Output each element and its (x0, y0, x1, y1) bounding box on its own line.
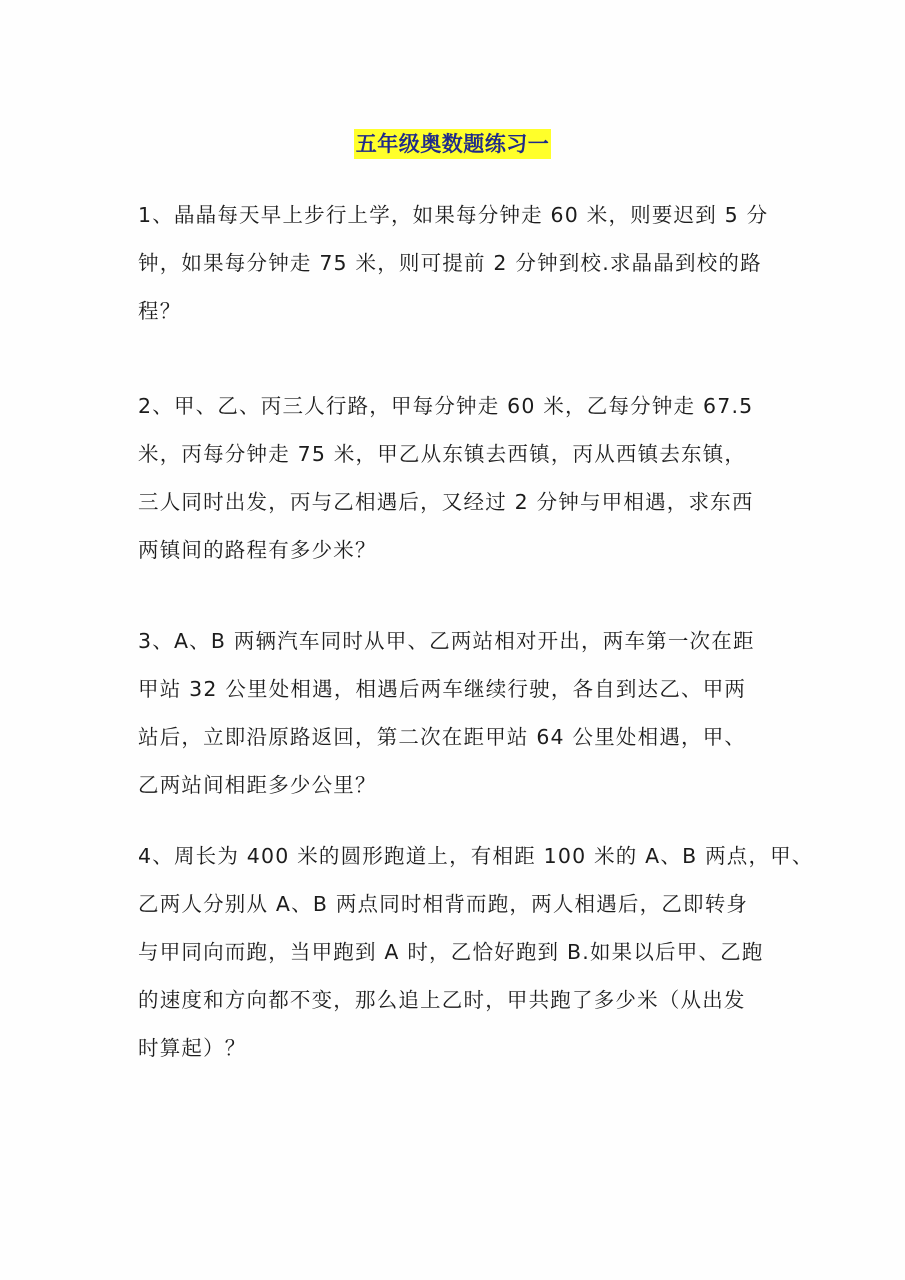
question-line: 3、A、B 两辆汽车同时从甲、乙两站相对开出，两车第一次在距 (138, 629, 755, 653)
page-title: 五年级奥数题练习一 (354, 129, 552, 159)
question-2 (138, 382, 778, 574)
question-line: 米，丙每分钟走 75 米，甲乙从东镇去西镇，丙从西镇去东镇， (138, 442, 747, 466)
question-line: 站后，立即沿原路返回，第二次在距甲站 64 公里处相遇，甲、 (138, 725, 747, 749)
question-line: 三人同时出发，丙与乙相遇后，又经过 2 分钟与甲相遇，求东西 (138, 490, 754, 514)
question-line: 两镇间的路程有多少米？ (138, 538, 377, 562)
question-line: 4、周长为 400 米的圆形跑道上，有相距 100 米的 A、B 两点，甲、 (138, 844, 814, 868)
question-4 (138, 832, 814, 1072)
question-line: 时算起）？ (138, 1036, 247, 1060)
question-line: 甲站 32 公里处相遇，相遇后两车继续行驶，各自到达乙、甲两 (138, 677, 747, 701)
question-line: 乙两人分别从 A、B 两点同时相背而跑，两人相遇后，乙即转身 (138, 892, 749, 916)
question-line: 2、甲、乙、丙三人行路，甲每分钟走 60 米，乙每分钟走 67.5 (138, 394, 754, 418)
question-line: 1、晶晶每天早上步行上学，如果每分钟走 60 米，则要迟到 5 分 (138, 203, 769, 227)
question-1 (138, 191, 778, 335)
question-line: 乙两站间相距多少公里？ (138, 773, 377, 797)
question-3 (138, 617, 778, 809)
question-line: 程？ (138, 299, 182, 323)
question-line: 钟，如果每分钟走 75 米，则可提前 2 分钟到校.求晶晶到校的路 (138, 251, 762, 275)
question-line: 与甲同向而跑，当甲跑到 A 时，乙恰好跑到 B.如果以后甲、乙跑 (138, 940, 764, 964)
question-line: 的速度和方向都不变，那么追上乙时，甲共跑了多少米（从出发 (138, 988, 746, 1012)
title-container (0, 129, 905, 159)
